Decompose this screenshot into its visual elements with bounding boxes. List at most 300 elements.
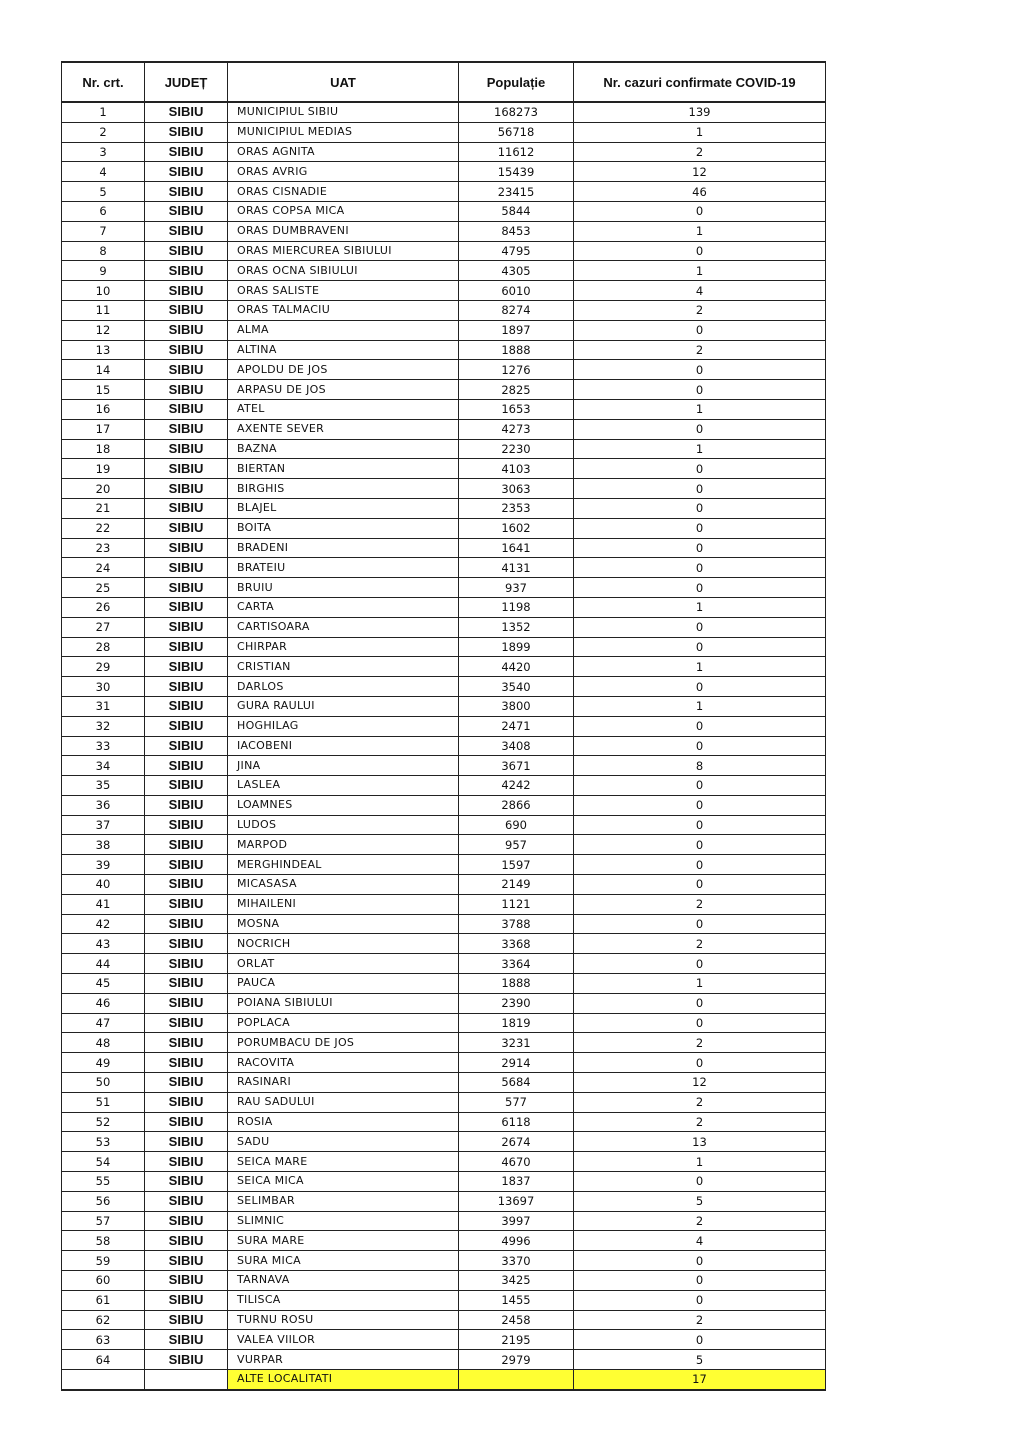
- cell-judet: SIBIU: [145, 1211, 228, 1231]
- cell-judet: SIBIU: [145, 558, 228, 578]
- cell-nr: 45: [62, 974, 145, 994]
- cell-nr: 16: [62, 399, 145, 419]
- cell-uat: MARPOD: [228, 835, 459, 855]
- cell-populatie: 8274: [459, 300, 574, 320]
- cell-populatie: 15439: [459, 162, 574, 182]
- table-row: [62, 1132, 826, 1152]
- cell-nr: 14: [62, 360, 145, 380]
- cell-judet: SIBIU: [145, 696, 228, 716]
- cell-uat: MERGHINDEAL: [228, 855, 459, 875]
- table-row: [62, 795, 826, 815]
- cell-uat: ORAS AVRIG: [228, 162, 459, 182]
- table-row: [62, 1092, 826, 1112]
- cell-nr: 29: [62, 657, 145, 677]
- cell-judet: SIBIU: [145, 1073, 228, 1093]
- cell-cazuri: 139: [574, 102, 826, 122]
- cell-judet: SIBIU: [145, 221, 228, 241]
- cell-cazuri: 2: [574, 1310, 826, 1330]
- cell-judet: SIBIU: [145, 1013, 228, 1033]
- cell-populatie: 1888: [459, 340, 574, 360]
- cell-populatie: 3425: [459, 1271, 574, 1291]
- table-row: [62, 300, 826, 320]
- cell-populatie: 1897: [459, 320, 574, 340]
- cell-populatie: 6118: [459, 1112, 574, 1132]
- table-row: [62, 162, 826, 182]
- cell-judet: SIBIU: [145, 954, 228, 974]
- cell-populatie: 23415: [459, 182, 574, 202]
- cell-judet: SIBIU: [145, 637, 228, 657]
- table-row: [62, 1310, 826, 1330]
- cell-populatie: 3800: [459, 696, 574, 716]
- cell-uat: CHIRPAR: [228, 637, 459, 657]
- table-row: [62, 1251, 826, 1271]
- cell-cazuri: 12: [574, 1073, 826, 1093]
- cell-uat: MIHAILENI: [228, 894, 459, 914]
- cell-uat: LASLEA: [228, 776, 459, 796]
- table-row: [62, 340, 826, 360]
- header-populatie: Populație: [459, 62, 574, 102]
- cell-judet: SIBIU: [145, 538, 228, 558]
- cell-judet: SIBIU: [145, 934, 228, 954]
- cell-judet: SIBIU: [145, 776, 228, 796]
- cell-nr: 24: [62, 558, 145, 578]
- cell-judet: SIBIU: [145, 578, 228, 598]
- cell-judet: SIBIU: [145, 201, 228, 221]
- table-row: [62, 1231, 826, 1251]
- table-row: [62, 835, 826, 855]
- cell-uat: ORAS MIERCUREA SIBIULUI: [228, 241, 459, 261]
- cell-nr: 26: [62, 597, 145, 617]
- cell-judet: SIBIU: [145, 498, 228, 518]
- cell-uat: ORAS AGNITA: [228, 142, 459, 162]
- cell-uat: ORAS OCNA SIBIULUI: [228, 261, 459, 281]
- cell-populatie: 1198: [459, 597, 574, 617]
- cell-populatie: 3231: [459, 1033, 574, 1053]
- cell-cazuri: 2: [574, 142, 826, 162]
- cell-uat: JINA: [228, 756, 459, 776]
- cell-cazuri: 2: [574, 1112, 826, 1132]
- cell-nr: 60: [62, 1271, 145, 1291]
- cell-cazuri: 2: [574, 934, 826, 954]
- cell-nr: 15: [62, 380, 145, 400]
- cell-judet: SIBIU: [145, 1152, 228, 1172]
- cell-judet: SIBIU: [145, 241, 228, 261]
- cell-uat: LUDOS: [228, 815, 459, 835]
- table-row: [62, 855, 826, 875]
- table-row: [62, 261, 826, 281]
- cell-nr: 27: [62, 617, 145, 637]
- cell-uat: VURPAR: [228, 1350, 459, 1370]
- cell-uat: BIERTAN: [228, 459, 459, 479]
- cell-cazuri: 0: [574, 855, 826, 875]
- cell-judet: SIBIU: [145, 1271, 228, 1291]
- cell-populatie: 3063: [459, 479, 574, 499]
- table-row: [62, 518, 826, 538]
- cell-uat: BRADENI: [228, 538, 459, 558]
- cell-cazuri: 0: [574, 459, 826, 479]
- cell-nr: 38: [62, 835, 145, 855]
- cell-cazuri: 0: [574, 558, 826, 578]
- cell-populatie: 3408: [459, 736, 574, 756]
- table-row: [62, 696, 826, 716]
- cell-uat: BRUIU: [228, 578, 459, 598]
- table-row: [62, 201, 826, 221]
- cell-uat: AXENTE SEVER: [228, 419, 459, 439]
- cell-uat: PORUMBACU DE JOS: [228, 1033, 459, 1053]
- cell-judet: SIBIU: [145, 993, 228, 1013]
- cell-cazuri: 13: [574, 1132, 826, 1152]
- table-row: [62, 1172, 826, 1192]
- cell-uat: MOSNA: [228, 914, 459, 934]
- cell-judet: SIBIU: [145, 894, 228, 914]
- table-row: [62, 756, 826, 776]
- cell-populatie: 56718: [459, 122, 574, 142]
- cell-judet: SIBIU: [145, 914, 228, 934]
- cell-uat: ORAS TALMACIU: [228, 300, 459, 320]
- cell-cazuri: 17: [574, 1370, 826, 1390]
- cell-populatie: 1899: [459, 637, 574, 657]
- table-row: [62, 954, 826, 974]
- cell-populatie: 1455: [459, 1290, 574, 1310]
- cell-populatie: 1888: [459, 974, 574, 994]
- cell-judet: SIBIU: [145, 657, 228, 677]
- cell-uat: SELIMBAR: [228, 1191, 459, 1211]
- table-row: [62, 1350, 826, 1370]
- cell-uat: CRISTIAN: [228, 657, 459, 677]
- cell-nr: 17: [62, 419, 145, 439]
- cell-cazuri: 0: [574, 538, 826, 558]
- cell-nr: 18: [62, 439, 145, 459]
- cell-uat: SURA MICA: [228, 1251, 459, 1271]
- cell-populatie: 4103: [459, 459, 574, 479]
- cell-nr: 33: [62, 736, 145, 756]
- cell-nr: 2: [62, 122, 145, 142]
- cell-nr: 56: [62, 1191, 145, 1211]
- cell-judet: SIBIU: [145, 1231, 228, 1251]
- cell-uat: RACOVITA: [228, 1053, 459, 1073]
- cell-cazuri: 0: [574, 1271, 826, 1291]
- cell-nr: 54: [62, 1152, 145, 1172]
- cell-populatie: 5684: [459, 1073, 574, 1093]
- cell-nr: 64: [62, 1350, 145, 1370]
- cell-judet: SIBIU: [145, 617, 228, 637]
- cell-cazuri: 1: [574, 439, 826, 459]
- table-row: [62, 419, 826, 439]
- table-header: [62, 62, 826, 102]
- table-row: [62, 1013, 826, 1033]
- cell-nr: 51: [62, 1092, 145, 1112]
- cell-cazuri: 0: [574, 518, 826, 538]
- cell-nr: 49: [62, 1053, 145, 1073]
- cell-uat: ORAS SALISTE: [228, 281, 459, 301]
- cell-uat: SEICA MICA: [228, 1172, 459, 1192]
- table-row: [62, 914, 826, 934]
- cell-populatie: 690: [459, 815, 574, 835]
- cell-judet: SIBIU: [145, 399, 228, 419]
- cell-judet: SIBIU: [145, 182, 228, 202]
- table-row: [62, 934, 826, 954]
- cell-cazuri: 1: [574, 261, 826, 281]
- cell-nr: 19: [62, 459, 145, 479]
- cell-nr: 3: [62, 142, 145, 162]
- table-row: [62, 241, 826, 261]
- table-row: [62, 479, 826, 499]
- table-row: [62, 1290, 826, 1310]
- cell-nr: 23: [62, 538, 145, 558]
- cell-nr: 1: [62, 102, 145, 122]
- table-row: [62, 1073, 826, 1093]
- cell-nr: 4: [62, 162, 145, 182]
- cell-nr: 7: [62, 221, 145, 241]
- cell-judet: SIBIU: [145, 518, 228, 538]
- cell-populatie: 2674: [459, 1132, 574, 1152]
- cell-cazuri: 0: [574, 1172, 826, 1192]
- cell-cazuri: 0: [574, 1053, 826, 1073]
- cell-nr: 25: [62, 578, 145, 598]
- cell-judet: SIBIU: [145, 261, 228, 281]
- cell-nr: 58: [62, 1231, 145, 1251]
- cell-cazuri: 0: [574, 914, 826, 934]
- cell-populatie: 2458: [459, 1310, 574, 1330]
- table-row: [62, 974, 826, 994]
- covid-cases-table: [61, 61, 826, 1391]
- cell-judet: SIBIU: [145, 459, 228, 479]
- cell-cazuri: 0: [574, 320, 826, 340]
- table-row: [62, 281, 826, 301]
- table-row: [62, 677, 826, 697]
- cell-cazuri: 0: [574, 716, 826, 736]
- cell-nr: 8: [62, 241, 145, 261]
- table-row: [62, 1033, 826, 1053]
- cell-judet: SIBIU: [145, 855, 228, 875]
- cell-uat: MICASASA: [228, 875, 459, 895]
- table-row: [62, 558, 826, 578]
- cell-cazuri: 0: [574, 815, 826, 835]
- cell-populatie: 6010: [459, 281, 574, 301]
- cell-judet: SIBIU: [145, 1112, 228, 1132]
- table-row: [62, 993, 826, 1013]
- cell-uat: ORAS COPSA MICA: [228, 201, 459, 221]
- cell-uat: BLAJEL: [228, 498, 459, 518]
- table-row: [62, 894, 826, 914]
- cell-cazuri: 2: [574, 1033, 826, 1053]
- cell-cazuri: 2: [574, 894, 826, 914]
- table-row: [62, 320, 826, 340]
- table-row: [62, 1112, 826, 1132]
- cell-cazuri: 1: [574, 399, 826, 419]
- cell-populatie: 957: [459, 835, 574, 855]
- cell-populatie: 3997: [459, 1211, 574, 1231]
- cell-judet: SIBIU: [145, 1330, 228, 1350]
- cell-nr: 22: [62, 518, 145, 538]
- cell-uat: VALEA VIILOR: [228, 1330, 459, 1350]
- table-body: [62, 102, 826, 1390]
- cell-nr: 5: [62, 182, 145, 202]
- cell-cazuri: 0: [574, 993, 826, 1013]
- cell-judet: SIBIU: [145, 974, 228, 994]
- cell-uat: ALTE LOCALITATI: [228, 1370, 459, 1390]
- cell-cazuri: 0: [574, 736, 826, 756]
- cell-uat: HOGHILAG: [228, 716, 459, 736]
- cell-nr: 39: [62, 855, 145, 875]
- cell-uat: CARTISOARA: [228, 617, 459, 637]
- cell-populatie: 1121: [459, 894, 574, 914]
- cell-cazuri: 1: [574, 122, 826, 142]
- cell-judet: SIBIU: [145, 736, 228, 756]
- cell-populatie: 1602: [459, 518, 574, 538]
- table-row: [62, 578, 826, 598]
- cell-populatie: 2866: [459, 795, 574, 815]
- header-judet: JUDEȚ: [145, 62, 228, 102]
- cell-cazuri: 0: [574, 875, 826, 895]
- cell-cazuri: 4: [574, 1231, 826, 1251]
- cell-nr: 21: [62, 498, 145, 518]
- cell-nr: 62: [62, 1310, 145, 1330]
- table-row: [62, 142, 826, 162]
- cell-populatie: 2195: [459, 1330, 574, 1350]
- cell-populatie: 3540: [459, 677, 574, 697]
- cell-nr: 11: [62, 300, 145, 320]
- cell-judet: SIBIU: [145, 281, 228, 301]
- cell-nr: 52: [62, 1112, 145, 1132]
- cell-cazuri: 1: [574, 221, 826, 241]
- cell-cazuri: 2: [574, 1092, 826, 1112]
- cell-cazuri: 0: [574, 241, 826, 261]
- cell-populatie: 937: [459, 578, 574, 598]
- cell-populatie: 1837: [459, 1172, 574, 1192]
- cell-nr: 57: [62, 1211, 145, 1231]
- cell-cazuri: 0: [574, 380, 826, 400]
- cell-nr: 37: [62, 815, 145, 835]
- cell-populatie: 1276: [459, 360, 574, 380]
- cell-populatie: 2471: [459, 716, 574, 736]
- table-row: [62, 1330, 826, 1350]
- header-cazuri: Nr. cazuri confirmate COVID-19: [574, 62, 826, 102]
- cell-cazuri: 1: [574, 1152, 826, 1172]
- table-row: [62, 776, 826, 796]
- cell-uat: POPLACA: [228, 1013, 459, 1033]
- cell-nr: 31: [62, 696, 145, 716]
- cell-cazuri: 0: [574, 637, 826, 657]
- cell-cazuri: 0: [574, 1290, 826, 1310]
- cell-uat: TURNU ROSU: [228, 1310, 459, 1330]
- cell-populatie: 3364: [459, 954, 574, 974]
- cell-uat: SEICA MARE: [228, 1152, 459, 1172]
- cell-populatie: 3671: [459, 756, 574, 776]
- table-row: [62, 815, 826, 835]
- cell-uat: TARNAVA: [228, 1271, 459, 1291]
- cell-populatie: [459, 1370, 574, 1390]
- cell-judet: SIBIU: [145, 300, 228, 320]
- cell-judet: SIBIU: [145, 479, 228, 499]
- cell-judet: SIBIU: [145, 102, 228, 122]
- cell-cazuri: 0: [574, 498, 826, 518]
- cell-nr: 12: [62, 320, 145, 340]
- cell-uat: LOAMNES: [228, 795, 459, 815]
- cell-cazuri: 2: [574, 300, 826, 320]
- cell-judet: SIBIU: [145, 1053, 228, 1073]
- cell-judet: SIBIU: [145, 340, 228, 360]
- cell-populatie: 2914: [459, 1053, 574, 1073]
- cell-judet: SIBIU: [145, 795, 228, 815]
- cell-populatie: 11612: [459, 142, 574, 162]
- cell-judet: SIBIU: [145, 360, 228, 380]
- cell-populatie: 577: [459, 1092, 574, 1112]
- table-row: [62, 102, 826, 122]
- cell-uat: RAU SADULUI: [228, 1092, 459, 1112]
- cell-uat: DARLOS: [228, 677, 459, 697]
- table-row: [62, 399, 826, 419]
- table-row: [62, 637, 826, 657]
- cell-judet: SIBIU: [145, 716, 228, 736]
- table-row: [62, 498, 826, 518]
- cell-judet: SIBIU: [145, 142, 228, 162]
- table-row: [62, 459, 826, 479]
- table-row: [62, 1152, 826, 1172]
- cell-uat: PAUCA: [228, 974, 459, 994]
- cell-nr: 40: [62, 875, 145, 895]
- cell-nr: 10: [62, 281, 145, 301]
- cell-cazuri: 0: [574, 479, 826, 499]
- cell-uat: ORAS CISNADIE: [228, 182, 459, 202]
- cell-cazuri: 0: [574, 419, 826, 439]
- cell-cazuri: 5: [574, 1350, 826, 1370]
- cell-populatie: 2825: [459, 380, 574, 400]
- table-row: [62, 1053, 826, 1073]
- cell-cazuri: 8: [574, 756, 826, 776]
- cell-nr: 50: [62, 1073, 145, 1093]
- cell-uat: GURA RAULUI: [228, 696, 459, 716]
- table-row: [62, 875, 826, 895]
- table-row: [62, 122, 826, 142]
- cell-nr: 42: [62, 914, 145, 934]
- cell-populatie: 1641: [459, 538, 574, 558]
- cell-uat: BAZNA: [228, 439, 459, 459]
- header-row: [62, 62, 826, 102]
- cell-uat: TILISCA: [228, 1290, 459, 1310]
- table-row: [62, 538, 826, 558]
- table-row: [62, 597, 826, 617]
- cell-uat: BRATEIU: [228, 558, 459, 578]
- cell-cazuri: 46: [574, 182, 826, 202]
- cell-cazuri: 0: [574, 954, 826, 974]
- cell-judet: SIBIU: [145, 1290, 228, 1310]
- cell-uat: ROSIA: [228, 1112, 459, 1132]
- cell-populatie: 2390: [459, 993, 574, 1013]
- cell-populatie: 2979: [459, 1350, 574, 1370]
- table-row: [62, 439, 826, 459]
- cell-cazuri: 0: [574, 835, 826, 855]
- cell-uat: SURA MARE: [228, 1231, 459, 1251]
- cell-judet: SIBIU: [145, 1033, 228, 1053]
- cell-judet: SIBIU: [145, 677, 228, 697]
- cell-nr: 32: [62, 716, 145, 736]
- cell-judet: SIBIU: [145, 835, 228, 855]
- cell-cazuri: 0: [574, 1251, 826, 1271]
- cell-nr: [62, 1370, 145, 1390]
- cell-uat: POIANA SIBIULUI: [228, 993, 459, 1013]
- cell-populatie: 8453: [459, 221, 574, 241]
- table-row: [62, 716, 826, 736]
- cell-populatie: 4795: [459, 241, 574, 261]
- cell-uat: IACOBENI: [228, 736, 459, 756]
- table-row: [62, 182, 826, 202]
- cell-nr: 44: [62, 954, 145, 974]
- cell-nr: 55: [62, 1172, 145, 1192]
- cell-judet: [145, 1370, 228, 1390]
- cell-populatie: 2149: [459, 875, 574, 895]
- cell-nr: 63: [62, 1330, 145, 1350]
